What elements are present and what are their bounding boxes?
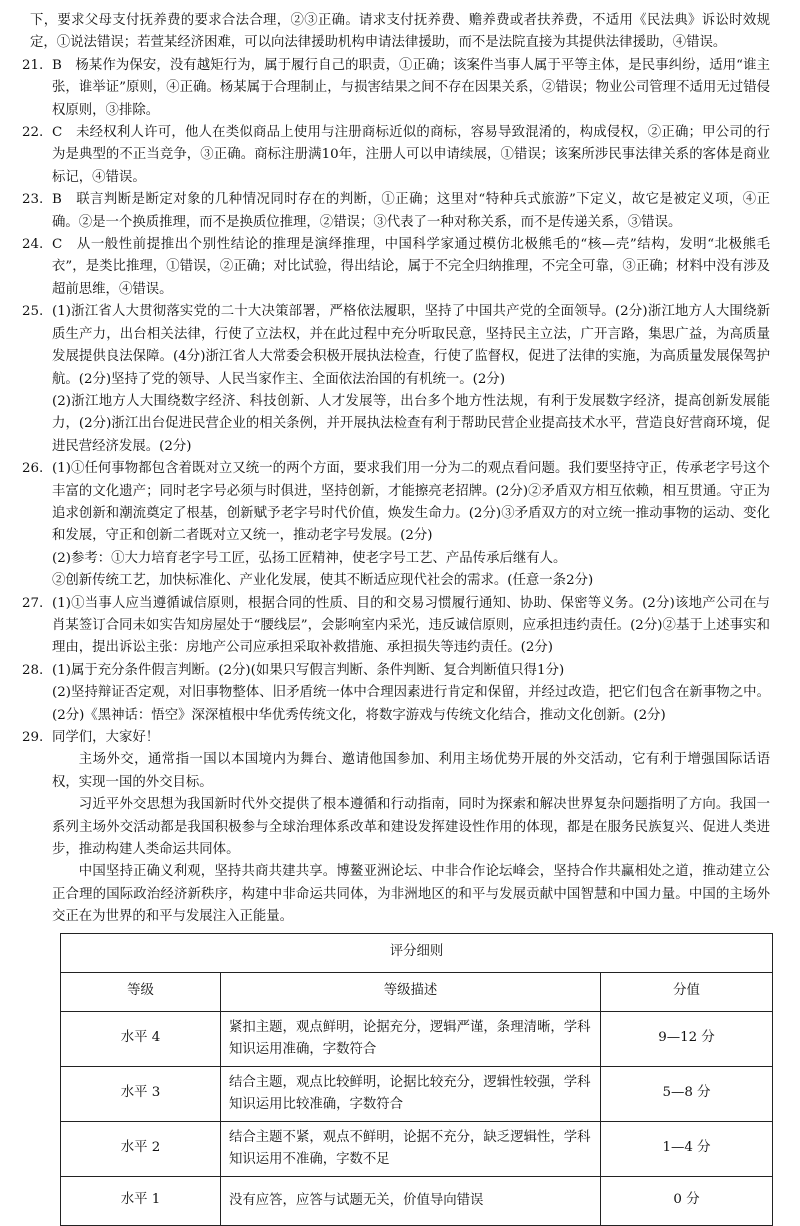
answer-24	[22, 234, 770, 301]
answer-number: 23.	[22, 192, 44, 208]
table-row	[61, 1121, 773, 1176]
rubric-header-description: 等级描述	[221, 972, 601, 1011]
table-row	[61, 1176, 773, 1225]
rubric-caption: 评分细则	[61, 933, 773, 972]
table-row	[61, 1011, 773, 1066]
answer-text: C 从一般性前提推出个别性结论的推理是演绎推理，中国科学家通过模仿北极熊毛的“核—壳”结构，发明“北极熊毛衣”，是类比推理，①错误，②正确；对比试验，得出结论，属于不完全归纳推理，不完全可靠，③正确；材料中没有涉及超前思维，④错误。	[52, 237, 770, 297]
intro-paragraph: 下，要求父母支付抚养费的要求合法合理，②③正确。请求支付抚养费、赡养费或者扶养费，不适用《民法典》诉讼时效规定，①说法错误；若萱某经济困难，可以向法律援助机构申请法律援助，而不是法院直接为其提供法律援助，④错误。	[30, 13, 770, 51]
answer-number: 21.	[22, 57, 44, 73]
answer-number: 24.	[22, 237, 44, 253]
answer-26-part2: (2)参考：①大力培育老字号工匠，弘扬工匠精神，使老字号工艺、产品传承后继有人。	[52, 550, 567, 566]
table-row	[61, 1066, 773, 1121]
answer-number: 29.	[22, 730, 44, 745]
answer-text: C 未经权利人许可，他人在类似商品上使用与注册商标近似的商标，容易导致混淆的，构成侵权，②正确；甲公司的行为是典型的不正当竞争，③正确。商标注册满10年，注册人可以申请续展，①错误；该案所涉民事法律关系的客体是商业标记，④错误。	[52, 125, 770, 185]
answer-text: (1)属于充分条件假言判断。(2分)(如果只写假言判断、条件判断、复合判断值只得1分)	[52, 662, 565, 678]
rubric-header-level: 等级	[61, 972, 221, 1011]
rubric-description: 结合主题不紧，观点不鲜明，论据不充分，缺乏逻辑性，学科知识运用不准确，字数不足	[221, 1121, 601, 1176]
answer-text: (1)浙江省人大贯彻落实党的二十大决策部署，严格依法履职，坚持了中国共产党的全面领导。(2分)浙江地方人大围绕新质生产力，出台相关法律，行使了立法权，并在此过程中充分听取民意，坚持民主立法，广开言路，集思广益，为高质量发展提供良法保障。(4分)浙江省人大常委会积极开展执法检查，行使了监督权，促进了法律的实施，为高质量发展保驾护航。(2分)坚持了党的领导、人民当家作主、全面依法治国的有机统一。(2分)	[52, 304, 770, 387]
rubric-score: 5—8 分	[601, 1066, 773, 1121]
answer-text: B 联言判断是断定对象的几种情况同时存在的判断，①正确；这里对“特种兵式旅游”下定义，故它是被定义项，④正确。②是一个换质推理，而不是换质位推理，②错误；③代表了一种对称关系，而不是传递关系，③错误。	[52, 192, 770, 230]
rubric-score: 0 分	[601, 1176, 773, 1225]
answer-25-part1	[22, 301, 770, 391]
answer-number: 25.	[22, 304, 44, 320]
rubric-description: 紧扣主题，观点鲜明，论据充分，逻辑严谨，条理清晰，学科知识运用准确，字数符合	[221, 1011, 601, 1066]
speech-paragraph-1: 主场外交，通常指一国以本国境内为舞台、邀请他国参加、利用主场优势开展的外交活动，它有利于增强国际话语权，实现一国的外交目标。	[52, 752, 770, 790]
answer-28-part2: (2)坚持辩证否定观，对旧事物整体、旧矛盾统一体中合理因素进行肯定和保留，并经过改造，把它们包含在新事物之中。(2分)《黑神话：悟空》深深植根中华优秀传统文化，将数字游戏与传统文化结合，推动文化创新。(2分)	[52, 685, 770, 723]
answer-21	[22, 55, 770, 122]
answer-number: 26.	[22, 461, 44, 477]
answer-number: 28.	[22, 662, 44, 678]
answer-28-part1	[22, 660, 770, 682]
answer-text: 同学们，大家好！	[52, 730, 160, 745]
answer-29-greeting	[22, 727, 770, 749]
answer-number: 22.	[22, 125, 44, 141]
rubric-score: 9—12 分	[601, 1011, 773, 1066]
answer-number: 27.	[22, 595, 44, 611]
answer-27	[22, 593, 770, 660]
rubric-description: 结合主题，观点比较鲜明，论据比较充分，逻辑性较强，学科知识运用比较准确，字数符合	[221, 1066, 601, 1121]
rubric-description: 没有应答，应答与试题无关，价值导向错误	[221, 1176, 601, 1225]
rubric-header-score: 分值	[601, 972, 773, 1011]
answer-26-part3: ②创新传统工艺，加快标准化、产业化发展，使其不断适应现代社会的需求。(任意一条2分)	[52, 573, 594, 589]
answer-26-part1	[22, 458, 770, 548]
rubric-level: 水平 1	[61, 1176, 221, 1225]
speech-paragraph-3: 中国坚持正确义利观，坚持共商共建共享。博鳌亚洲论坛、中非合作论坛峰会，坚持合作共赢相处之道，推动建立公正合理的国际政治经济新秩序，构建中非命运共同体，为非洲地区的和平与发展贡献中国智慧和中国力量。中国的主场外交正在为世界的和平与发展注入正能量。	[52, 864, 770, 925]
answer-text: B 杨某作为保安，没有越矩行为，属于履行自己的职责，①正确；该案件当事人属于平等主体，是民事纠纷，适用“谁主张，谁举证”原则，④正确。杨某属于合理制止，与损害结果之间不存在因果关系，②错误；物业公司管理不适用无过错侵权原则，③排除。	[52, 57, 770, 118]
scoring-rubric-table	[60, 933, 773, 1226]
rubric-level: 水平 4	[61, 1011, 221, 1066]
rubric-score: 1—4 分	[601, 1121, 773, 1176]
rubric-level: 水平 2	[61, 1121, 221, 1176]
answer-text: (1)①当事人应当遵循诚信原则，根据合同的性质、目的和交易习惯履行通知、协助、保密等义务。(2分)该地产公司在与肖某签订合同未如实告知房屋处于“腰线层”，会影响室内采光，违反诚信原则，应承担违约责任。(2分)②基于上述事实和理由，提出诉讼主张：房地产公司应承担采取补救措施、承担损失等违约责任。(2分)	[52, 595, 770, 656]
speech-paragraph-2: 习近平外交思想为我国新时代外交提供了根本遵循和行动指南，同时为探索和解决世界复杂问题指明了方向。我国一系列主场外交活动都是我国积极参与全球治理体系改革和建设发挥建设性作用的体现，都是在服务民族复兴、促进人类进步，推动构建人类命运共同体。	[52, 797, 770, 858]
answer-text: (1)①任何事物都包含着既对立又统一的两个方面，要求我们用一分为二的观点看问题。我们要坚持守正，传承老字号这个丰富的文化遗产；同时老字号必须与时俱进，坚持创新，才能擦亮老招牌。(2分)②矛盾双方相互依赖，相互贯通。守正为追求创新和潮流奠定了根基，创新赋予老字号时代价值，焕发生命力。(2分)③矛盾双方的对立统一推动事物的运动、变化和发展，守正和创新二者既对立又统一，推动老字号发展。(2分)	[52, 461, 770, 544]
answer-23	[22, 189, 770, 234]
answer-25-part2: (2)浙江地方人大围绕数字经济、科技创新、人才发展等，出台多个地方性法规，有利于发展数字经济，提高创新发展能力，(2分)浙江出台促进民营企业的相关条例，并开展执法检查有利于帮助民营企业提高技术水平，营造良好营商环境，促进民营经济发展。(2分)	[52, 393, 770, 454]
answer-22	[22, 122, 770, 189]
rubric-level: 水平 3	[61, 1066, 221, 1121]
